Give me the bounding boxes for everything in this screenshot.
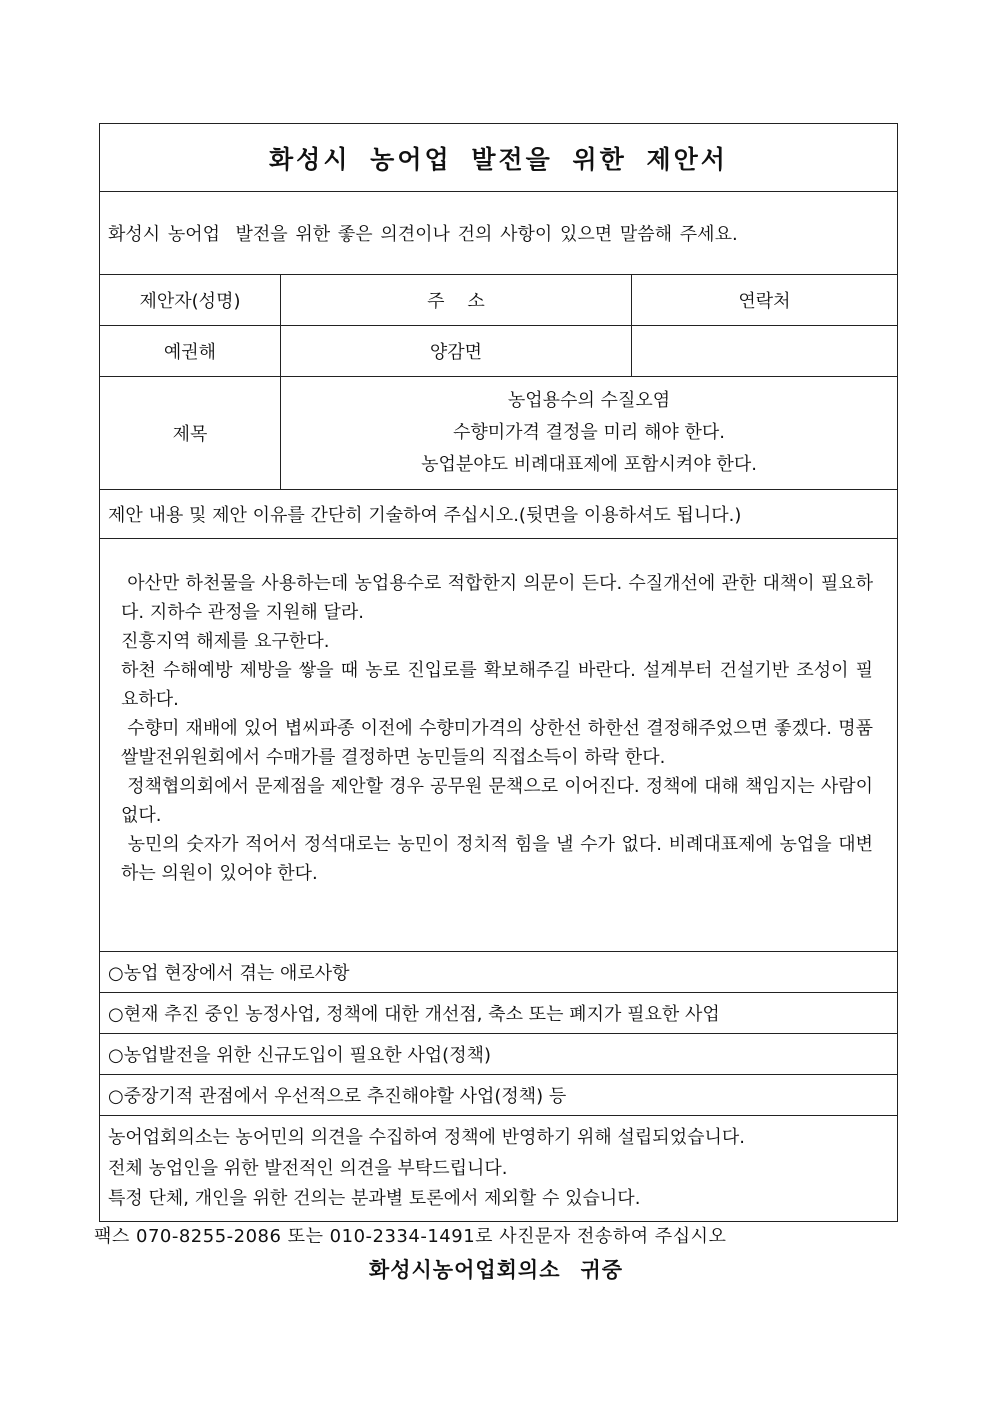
contact-header: 연락처 (738, 291, 791, 312)
fax-note: 팩스 070-8255-2086 또는 010-2334-1491로 사진문자 전송하여 주십시오 (94, 1226, 727, 1247)
checklist-text: ○농업발전을 위한 신규도입이 필요한 사업(정책) (108, 1045, 492, 1066)
body-paragraph: 아산만 하천물을 사용하는데 농업용수로 적합한지 의문이 든다. 수질개선에 관한 대책이 필요하다. 지하수 관정을 지원해 달라. (121, 573, 873, 623)
instruction-text: 제안 내용 및 제안 이유를 간단히 기술하여 주십시오.(뒷면을 이용하셔도 됩니다.) (108, 505, 742, 526)
body-paragraph: 정책협의회에서 문제점을 제안할 경우 공무원 문책으로 이어진다. 정책에 대해 책임지는 사람이 없다. (121, 776, 879, 826)
body-paragraph: 진흥지역 해제를 요구한다. (121, 631, 330, 652)
proposer-name-field[interactable]: 예권해 (100, 326, 281, 376)
footer-signature (0, 1254, 992, 1284)
title-row (100, 124, 897, 192)
subject-label: 제목 (100, 377, 281, 489)
proposal-form (99, 123, 898, 1222)
subject-line: 수향미가격 결정을 미리 해야 한다. (452, 422, 726, 443)
checklist-text: ○중장기적 관점에서 우선적으로 추진해야할 사업(정책) 등 (108, 1086, 567, 1107)
proposer-header: 제안자(성명) (100, 275, 281, 325)
entry-row (100, 326, 897, 377)
footer-suffix: 귀중 (580, 1258, 624, 1282)
subject-line: 농업용수의 수질오염 (507, 390, 671, 411)
intro-row (100, 192, 897, 275)
checklist-item (100, 1034, 897, 1075)
checklist-text: ○농업 현장에서 겪는 애로사항 (108, 963, 350, 984)
body-paragraph: 하천 수해예방 제방을 쌓을 때 농로 진입로를 확보해주길 바란다. 설계부터 건설기반 조성이 필요하다. (121, 660, 873, 710)
notice-line: 전체 농업인을 위한 발전적인 의견을 부탁드립니다. (108, 1157, 508, 1179)
checklist-item (100, 993, 897, 1034)
header-row (100, 275, 897, 326)
body-paragraph: 농민의 숫자가 적어서 정석대로는 농민이 정치적 힘을 낼 수가 없다. 비례대표제에 농업을 대변하는 의원이 있어야 한다. (121, 834, 873, 884)
form-title: 화성시 농어업 발전을 위한 제안서 (269, 144, 728, 174)
subject-field[interactable] (281, 377, 897, 489)
address-header: 주 소 (281, 275, 632, 325)
subject-line: 농업분야도 비례대표제에 포함시켜야 한다. (421, 454, 757, 475)
checklist-item (100, 1075, 897, 1116)
checklist-text: ○현재 추진 중인 농정사업, 정책에 대한 개선점, 축소 또는 폐지가 필요한 사업 (108, 1004, 720, 1025)
proposal-body-field[interactable] (100, 539, 897, 952)
checklist-item (100, 952, 897, 993)
instruction-row (100, 490, 897, 539)
footer-org: 화성시농어업회의소 (368, 1258, 561, 1282)
notice-section (100, 1116, 897, 1221)
intro-text: 화성시 농어업 발전을 위한 좋은 의견이나 건의 사항이 있으면 말씀해 주세요. (108, 224, 738, 245)
address-field[interactable]: 양감면 (281, 326, 632, 376)
contact-field[interactable] (632, 326, 897, 376)
subject-row (100, 377, 897, 490)
body-paragraph: 수향미 재배에 있어 볍씨파종 이전에 수향미가격의 상한선 하한선 결정해주었으면 좋겠다. 명품쌀발전위원회에서 수매가를 결정하면 농민들의 직접소득이 하락 한다. (121, 718, 873, 768)
notice-line: 농어업회의소는 농어민의 의견을 수집하여 정책에 반영하기 위해 설립되었습니다. (108, 1127, 745, 1148)
notice-line: 특정 단체, 개인을 위한 건의는 분과별 토론에서 제외할 수 있습니다. (108, 1188, 641, 1209)
